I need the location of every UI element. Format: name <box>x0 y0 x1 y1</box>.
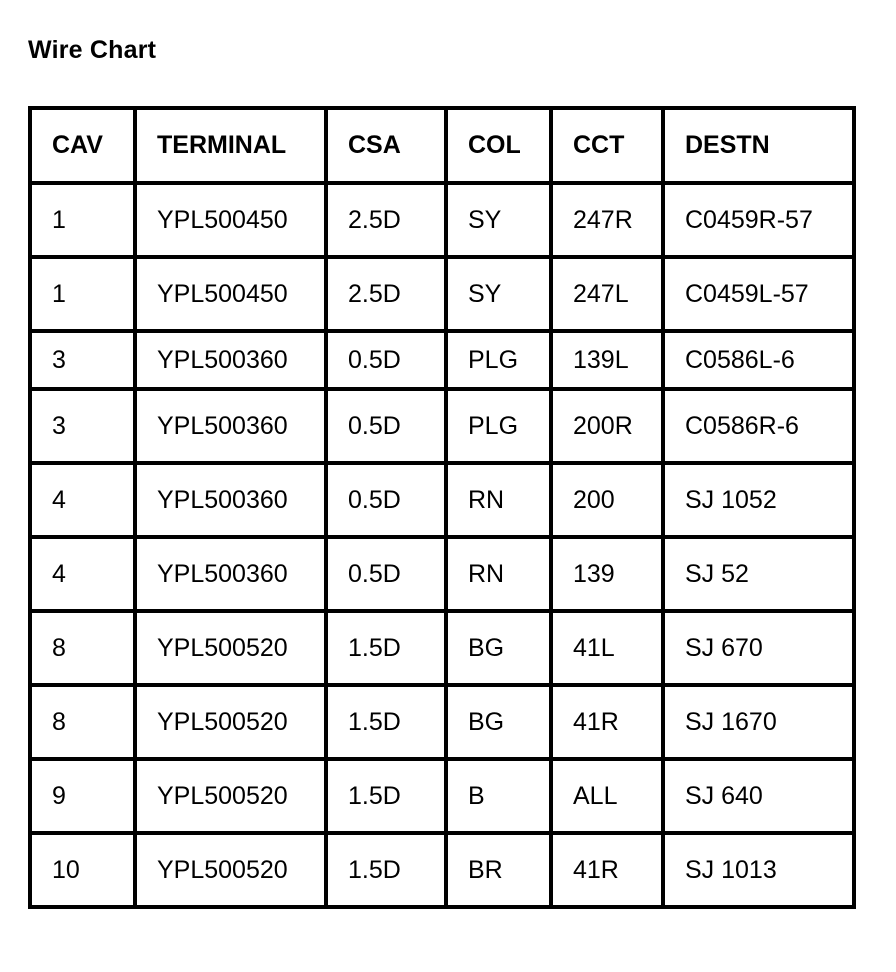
cell-col: BR <box>446 833 551 907</box>
cell-csa: 0.5D <box>326 331 446 389</box>
cell-col: SY <box>446 257 551 331</box>
cell-cav: 3 <box>30 389 135 463</box>
cell-cct: 247L <box>551 257 663 331</box>
column-header-csa: CSA <box>326 108 446 183</box>
table-row <box>30 257 854 331</box>
cell-cct: 139 <box>551 537 663 611</box>
cell-destn: SJ 1052 <box>663 463 854 537</box>
cell-cav: 10 <box>30 833 135 907</box>
cell-destn: SJ 52 <box>663 537 854 611</box>
cell-cav: 1 <box>30 183 135 257</box>
table-row <box>30 833 854 907</box>
cell-col: PLG <box>446 389 551 463</box>
cell-terminal: YPL500360 <box>135 537 326 611</box>
table-header-row <box>30 108 854 183</box>
table-row <box>30 685 854 759</box>
cell-terminal: YPL500520 <box>135 833 326 907</box>
cell-destn: C0586L-6 <box>663 331 854 389</box>
cell-destn: SJ 640 <box>663 759 854 833</box>
table-row <box>30 759 854 833</box>
table-row <box>30 183 854 257</box>
cell-csa: 1.5D <box>326 759 446 833</box>
cell-cct: 200 <box>551 463 663 537</box>
cell-terminal: YPL500360 <box>135 331 326 389</box>
cell-csa: 2.5D <box>326 257 446 331</box>
cell-terminal: YPL500450 <box>135 183 326 257</box>
cell-destn: C0459L-57 <box>663 257 854 331</box>
cell-terminal: YPL500520 <box>135 685 326 759</box>
cell-cav: 4 <box>30 537 135 611</box>
cell-csa: 1.5D <box>326 833 446 907</box>
column-header-terminal: TERMINAL <box>135 108 326 183</box>
cell-csa: 0.5D <box>326 389 446 463</box>
table-row <box>30 611 854 685</box>
table-row <box>30 389 854 463</box>
table-row <box>30 331 854 389</box>
cell-cav: 1 <box>30 257 135 331</box>
cell-cav: 8 <box>30 611 135 685</box>
cell-cav: 4 <box>30 463 135 537</box>
cell-csa: 1.5D <box>326 611 446 685</box>
cell-terminal: YPL500360 <box>135 463 326 537</box>
cell-col: BG <box>446 685 551 759</box>
column-header-cct: CCT <box>551 108 663 183</box>
cell-terminal: YPL500450 <box>135 257 326 331</box>
cell-cav: 9 <box>30 759 135 833</box>
cell-cct: ALL <box>551 759 663 833</box>
column-header-cav: CAV <box>30 108 135 183</box>
cell-csa: 2.5D <box>326 183 446 257</box>
cell-terminal: YPL500520 <box>135 611 326 685</box>
cell-col: SY <box>446 183 551 257</box>
cell-col: RN <box>446 463 551 537</box>
cell-cct: 41R <box>551 685 663 759</box>
cell-cav: 3 <box>30 331 135 389</box>
cell-col: BG <box>446 611 551 685</box>
column-header-destn: DESTN <box>663 108 854 183</box>
cell-terminal: YPL500360 <box>135 389 326 463</box>
cell-destn: C0459R-57 <box>663 183 854 257</box>
page-title: Wire Chart <box>28 36 157 64</box>
cell-cav: 8 <box>30 685 135 759</box>
cell-destn: C0586R-6 <box>663 389 854 463</box>
wire-chart-table <box>28 106 856 909</box>
column-header-col: COL <box>446 108 551 183</box>
cell-destn: SJ 670 <box>663 611 854 685</box>
cell-col: PLG <box>446 331 551 389</box>
cell-cct: 247R <box>551 183 663 257</box>
cell-terminal: YPL500520 <box>135 759 326 833</box>
cell-csa: 0.5D <box>326 463 446 537</box>
cell-cct: 139L <box>551 331 663 389</box>
cell-destn: SJ 1013 <box>663 833 854 907</box>
table-row <box>30 537 854 611</box>
cell-col: RN <box>446 537 551 611</box>
cell-destn: SJ 1670 <box>663 685 854 759</box>
cell-cct: 41L <box>551 611 663 685</box>
cell-cct: 41R <box>551 833 663 907</box>
cell-csa: 0.5D <box>326 537 446 611</box>
cell-cct: 200R <box>551 389 663 463</box>
table-row <box>30 463 854 537</box>
cell-col: B <box>446 759 551 833</box>
cell-csa: 1.5D <box>326 685 446 759</box>
